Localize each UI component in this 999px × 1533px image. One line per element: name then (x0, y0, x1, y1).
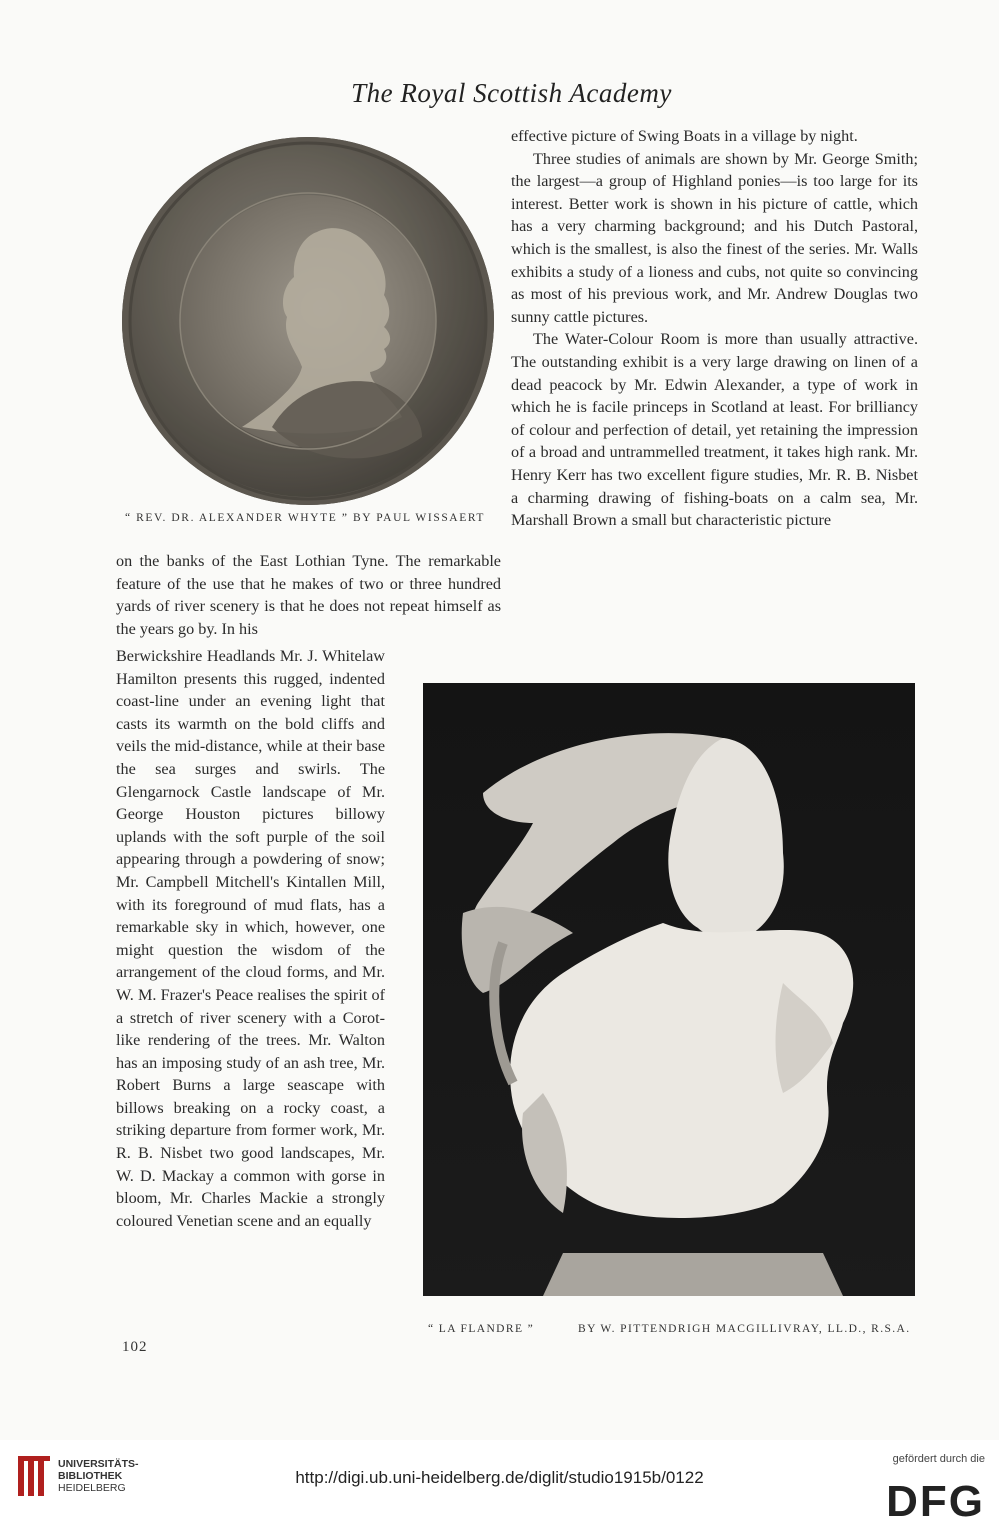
paragraph: The Water-Colour Room is more than usually attractive. The outstanding exhibit is a very large drawing on linen of a dead peacock by Mr. Edwin Alexander, a type of work in which he is facile princeps in Scotland at least. For brilliancy of colour and perfection of detail, yet retaining the impression of a broad and untrammelled treatment, it takes high rank. Mr. Henry Kerr has two excellent figure studies, Mr. R. B. Nisbet a charming drawing of fishing-boats on a calm sea, Mr. Marshall Brown a small but characteristic picture (511, 330, 918, 530)
library-name-line: UNIVERSITÄTS- (58, 1458, 139, 1470)
bust-caption-credit: BY W. PITTENDRIGH MACGILLIVRAY, LL.D., R.S.A. (578, 1323, 911, 1335)
library-name-line: BIBLIOTHEK (58, 1470, 123, 1482)
right-column-text (511, 125, 918, 532)
paragraph: Berwickshire Headlands Mr. J. Whitelaw Hamilton presents this rugged, indented coast-line under an evening light that casts its warmth on the bold cliffs and veils the mid-distance, while at their base the sea surges and swirls. The Glengarnock Castle landscape of Mr. George Houston pictures billowy uplands with the soft purple of the soil appearing through a powdering of snow; Mr. Campbell Mitchell's Kintallen Mill, with its foreground of mud flats, has a remarkable sky in which, however, one might question the wisdom of the arrangement of the cloud forms, and Mr. W. M. Frazer's Peace realises the spirit of a stretch of river scenery with a Corot-like rendering of the trees. Mr. Walton has an imposing study of an ash tree, Mr. Robert Burns a large seascape with billows breaking on a rocky coast, a striking departure from former work, Mr. R. B. Nisbet two good landscapes, Mr. W. D. Mackay a common with gorse in bloom, Mr. Charles Mackie a strongly coloured Venetian scene and an equally (116, 647, 385, 1230)
left-column-narrow-text (116, 645, 385, 1232)
bust-sculpture (423, 683, 915, 1296)
bust-caption-title: “ LA FLANDRE ” (428, 1323, 535, 1335)
left-column-upper-text (116, 550, 501, 640)
la-flandre-bust-photograph (423, 683, 915, 1296)
portrait-medallion-image (122, 137, 494, 505)
funded-by-label: gefördert durch die (892, 1453, 985, 1465)
running-head: The Royal Scottish Academy (351, 78, 672, 108)
paragraph: Three studies of animals are shown by Mr. George Smith; the largest—a group of Highland ponies—is too large for its interest. Better work is shown in his picture of cattle, which has a very charming background; and his Dutch Pastoral, which is the smallest, is also the finest of the series. Mr. Walls exhibits a study of a lioness and cubs, not quite so convincing as most of his previous work, and Mr. Andrew Douglas two sunny cattle pictures. (511, 149, 918, 326)
medallion-relief (122, 137, 494, 505)
page-number: 102 (122, 1339, 148, 1355)
permalink-url[interactable]: http://digi.ub.uni-heidelberg.de/diglit/studio1915b/0122 (295, 1468, 704, 1487)
medallion-caption: “ REV. DR. ALEXANDER WHYTE ” BY PAUL WISSAERT (124, 512, 486, 524)
library-name-line: HEIDELBERG (58, 1482, 126, 1494)
paragraph: on the banks of the East Lothian Tyne. The remarkable feature of the use that he makes of two or three hundred yards of river scenery is that he does not repeat himself as the years go by. In his (116, 552, 501, 638)
paragraph: effective picture of Swing Boats in a village by night. (511, 127, 858, 145)
dfg-logo: DFG (886, 1477, 985, 1526)
